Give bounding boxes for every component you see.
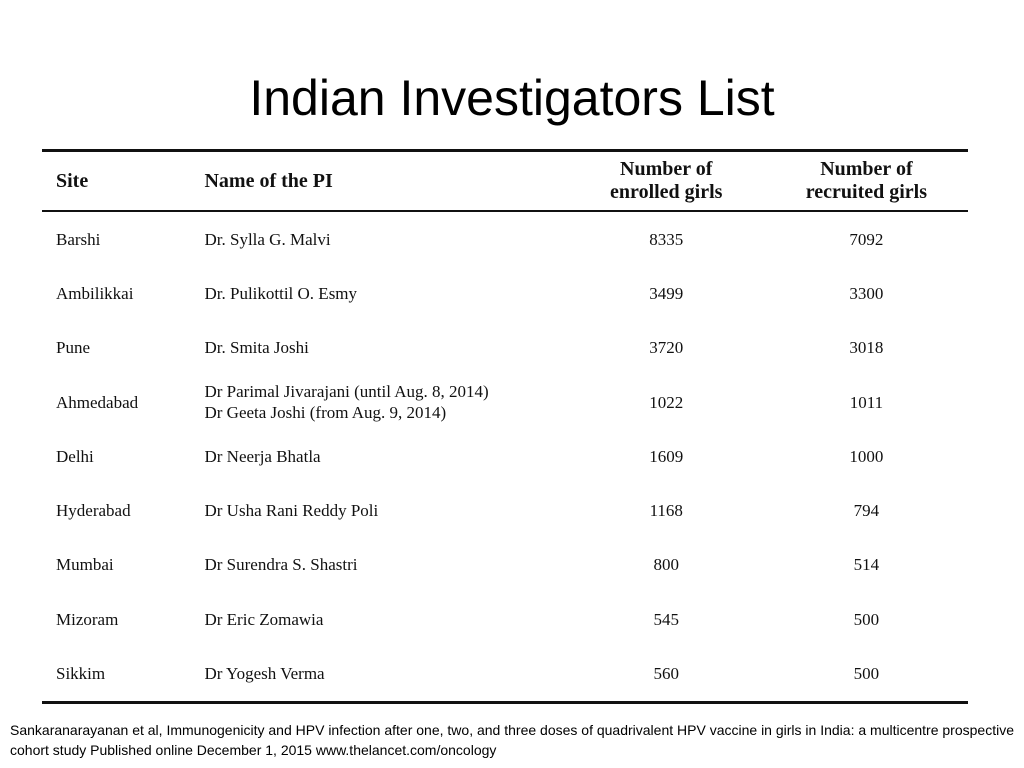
header-enrolled-girls <box>568 151 765 212</box>
table-row <box>42 429 968 483</box>
cell-site: Mumbai <box>56 555 114 575</box>
header-site: Site <box>56 169 89 192</box>
table-body <box>42 211 968 702</box>
investigators-table-container <box>42 149 968 704</box>
cell-enrolled-girls: 1022 <box>649 392 684 412</box>
pi-name-line: Dr Surendra S. Shastri <box>204 555 358 575</box>
pi-name-line: Dr Yogesh Verma <box>204 664 325 684</box>
header-enrolled-line1: Number of <box>620 158 713 180</box>
cell-pi-name <box>204 538 567 592</box>
table-row <box>42 266 968 320</box>
cell-enrolled-girls: 8335 <box>649 229 684 249</box>
cell-recruited-girls: 1011 <box>849 392 884 412</box>
header-pi-name: Name of the PI <box>204 169 333 192</box>
cell-site: Sikkim <box>56 664 106 684</box>
cell-recruited-girls: 514 <box>853 555 880 575</box>
table-row <box>42 321 968 375</box>
cell-site: Pune <box>56 338 90 358</box>
cell-enrolled-girls: 1609 <box>649 446 684 466</box>
cell-pi-name <box>204 646 567 702</box>
cell-pi-name <box>204 483 567 537</box>
cell-pi-name <box>204 211 567 266</box>
pi-name-line: Dr Neerja Bhatla <box>204 446 321 466</box>
table-row <box>42 375 968 429</box>
table-row <box>42 538 968 592</box>
cell-recruited-girls: 7092 <box>849 229 884 249</box>
cell-enrolled-girls: 800 <box>653 555 679 575</box>
investigators-table <box>42 149 968 704</box>
header-enrolled-line2: enrolled girls <box>610 181 723 203</box>
cell-recruited-girls: 3018 <box>849 338 884 358</box>
cell-recruited-girls: 3300 <box>849 283 884 303</box>
table-header-row <box>42 151 968 212</box>
header-recruited-line1: Number of <box>820 158 913 180</box>
cell-enrolled-girls: 1168 <box>649 501 683 521</box>
slide-title: Indian Investigators List <box>249 70 775 126</box>
pi-name-line: Dr Geeta Joshi (from Aug. 9, 2014) <box>204 403 447 423</box>
cell-site: Delhi <box>56 446 94 466</box>
header-recruited-line2: recruited girls <box>805 181 928 203</box>
cell-enrolled-girls: 3720 <box>649 338 684 358</box>
header-recruited-girls <box>765 151 968 212</box>
cell-site: Mizoram <box>56 609 119 629</box>
cell-site: Ambilikkai <box>56 283 134 303</box>
pi-name-line: Dr Parimal Jivarajani (until Aug. 8, 2014) <box>204 382 489 402</box>
cell-pi-name <box>204 266 567 320</box>
table-row <box>42 646 968 702</box>
cell-enrolled-girls: 3499 <box>649 283 684 303</box>
pi-name-line: Dr Eric Zomawia <box>204 609 324 629</box>
pi-name-line: Dr. Sylla G. Malvi <box>204 229 331 249</box>
cell-pi-name <box>204 321 567 375</box>
cell-pi-name <box>204 375 567 429</box>
cell-enrolled-girls: 545 <box>653 609 679 629</box>
cell-recruited-girls: 500 <box>853 609 880 629</box>
cell-site: Barshi <box>56 229 101 249</box>
pi-name-line: Dr. Pulikottil O. Esmy <box>204 283 358 303</box>
table-row <box>42 483 968 537</box>
pi-name-line: Dr Usha Rani Reddy Poli <box>204 501 379 521</box>
table-row <box>42 592 968 646</box>
cell-enrolled-girls: 560 <box>653 664 679 684</box>
citation-text: Sankaranarayanan et al, Immunogenicity and HPV infection after one, two, and three doses of quadrivalent HPV vaccine in girls in India: a multicentre prospective cohort study Published online December 1, 2015 www.thelancet.com/oncology <box>10 722 1014 758</box>
cell-pi-name <box>204 429 567 483</box>
pi-name-line: Dr. Smita Joshi <box>204 338 309 358</box>
cell-recruited-girls: 794 <box>853 501 880 521</box>
cell-recruited-girls: 1000 <box>849 446 884 466</box>
cell-pi-name <box>204 592 567 646</box>
cell-site: Ahmedabad <box>56 392 139 412</box>
cell-recruited-girls: 500 <box>853 664 880 684</box>
table-row <box>42 211 968 266</box>
cell-site: Hyderabad <box>56 501 131 521</box>
